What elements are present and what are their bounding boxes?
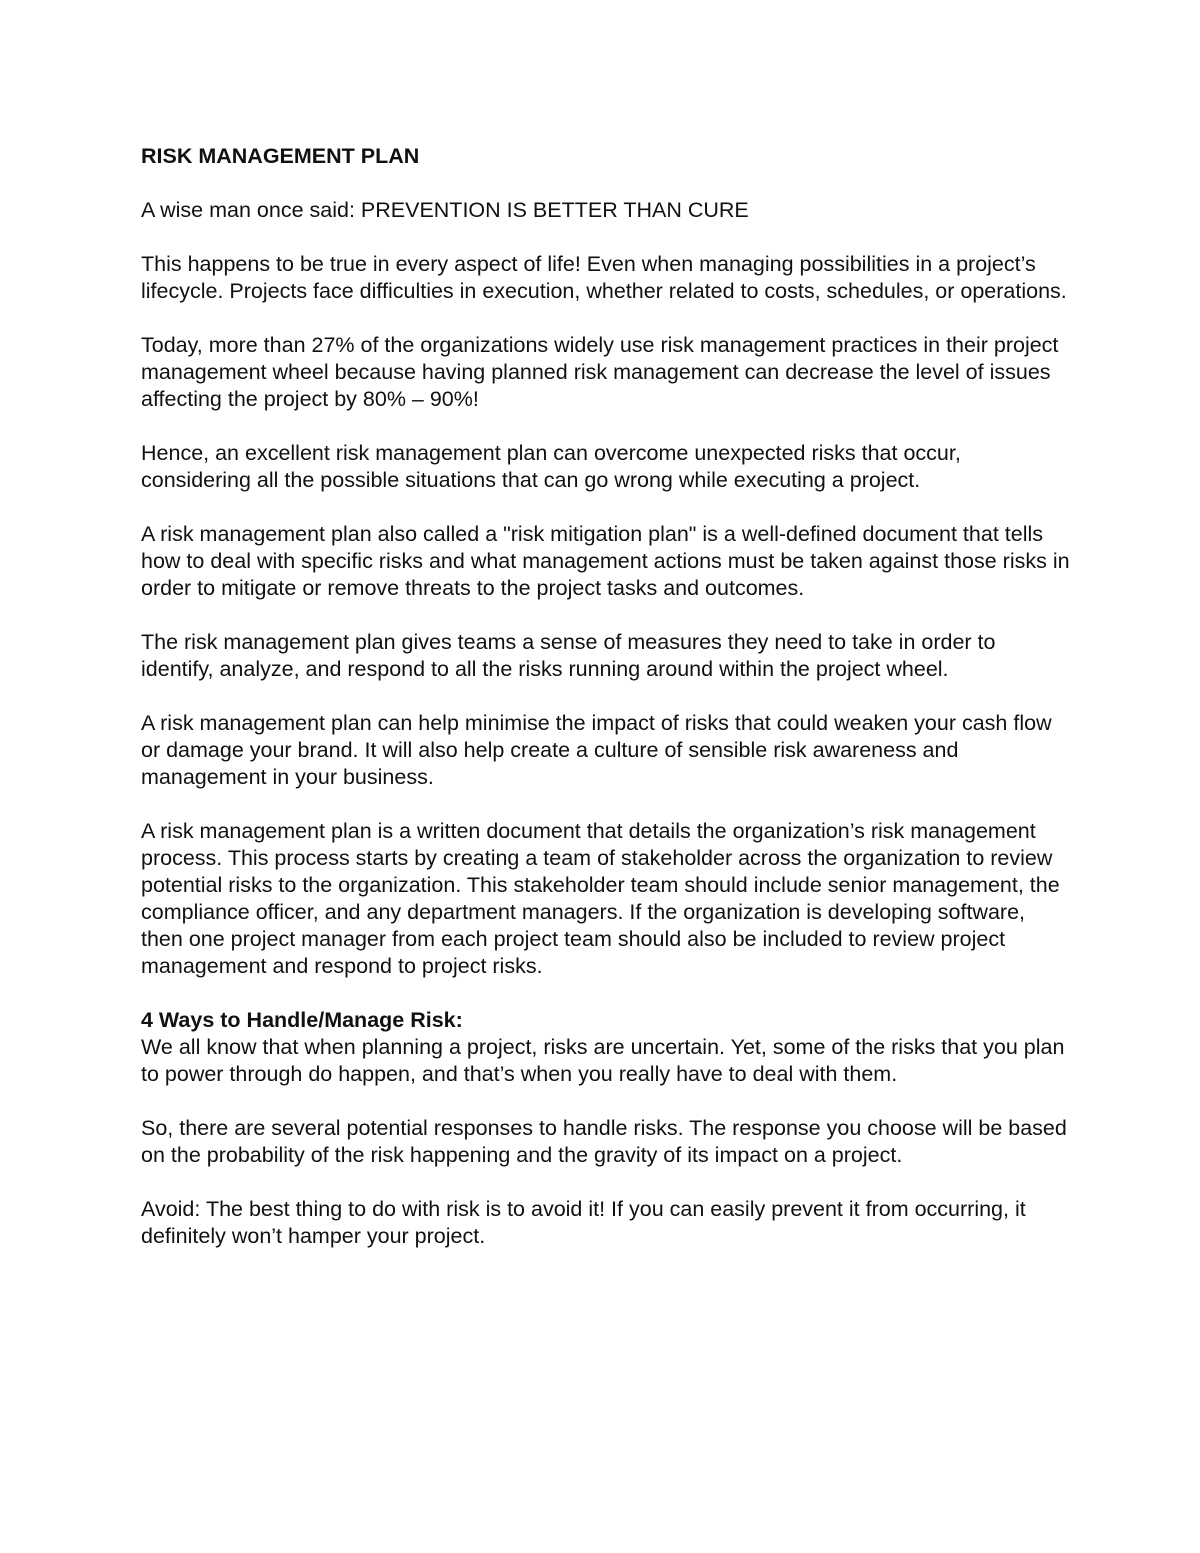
section-heading: 4 Ways to Handle/Manage Risk: xyxy=(141,1008,463,1032)
paragraph-quote: A wise man once said: PREVENTION IS BETTER THAN CURE xyxy=(141,198,749,222)
paragraph-hence: Hence, an excellent risk management plan can overcome unexpected risks that occur, considering all the possible situations that can go wrong while executing a project. xyxy=(141,441,961,492)
document-body xyxy=(141,143,1071,1250)
paragraph-mitigation-plan: A risk management plan also called a "risk mitigation plan" is a well-defined document that tells how to deal with specific risks and what management actions must be taken against those risks in order to mitigate or remove threats to the project tasks and outcomes. xyxy=(141,522,1070,600)
paragraph-minimise-impact: A risk management plan can help minimise the impact of risks that could weaken your cash flow or damage your brand. It will also help create a culture of sensible risk awareness and management in your business. xyxy=(141,711,1052,789)
paragraph-uncertain-risks: We all know that when planning a project, risks are uncertain. Yet, some of the risks that you plan to power through do happen, and that’s when you really have to deal with them. xyxy=(141,1035,1065,1086)
paragraph-written-document: A risk management plan is a written document that details the organization’s risk management process. This process starts by creating a team of stakeholder across the organization to review potential risks to the organization. This stakeholder team should include senior management, the compliance officer, and any department managers. If the organization is developing software, then one project manager from each project team should also be included to review project management and respond to project risks. xyxy=(141,819,1060,978)
paragraph-avoid: Avoid: The best thing to do with risk is to avoid it! If you can easily prevent it from occurring, it definitely won’t hamper your project. xyxy=(141,1197,1026,1248)
document-title: RISK MANAGEMENT PLAN xyxy=(141,144,420,168)
paragraph-potential-responses: So, there are several potential responses to handle risks. The response you choose will be based on the probability of the risk happening and the gravity of its impact on a project. xyxy=(141,1116,1067,1167)
paragraph-lifecycle: This happens to be true in every aspect of life! Even when managing possibilities in a project’s lifecycle. Projects face difficulties in execution, whether related to costs, schedules, or operations. xyxy=(141,252,1067,303)
paragraph-teams-measures: The risk management plan gives teams a sense of measures they need to take in order to identify, analyze, and respond to all the risks running around within the project wheel. xyxy=(141,630,996,681)
paragraph-statistics: Today, more than 27% of the organizations widely use risk management practices in their project management wheel because having planned risk management can decrease the level of issues affecting the project by 80% – 90%! xyxy=(141,333,1059,411)
